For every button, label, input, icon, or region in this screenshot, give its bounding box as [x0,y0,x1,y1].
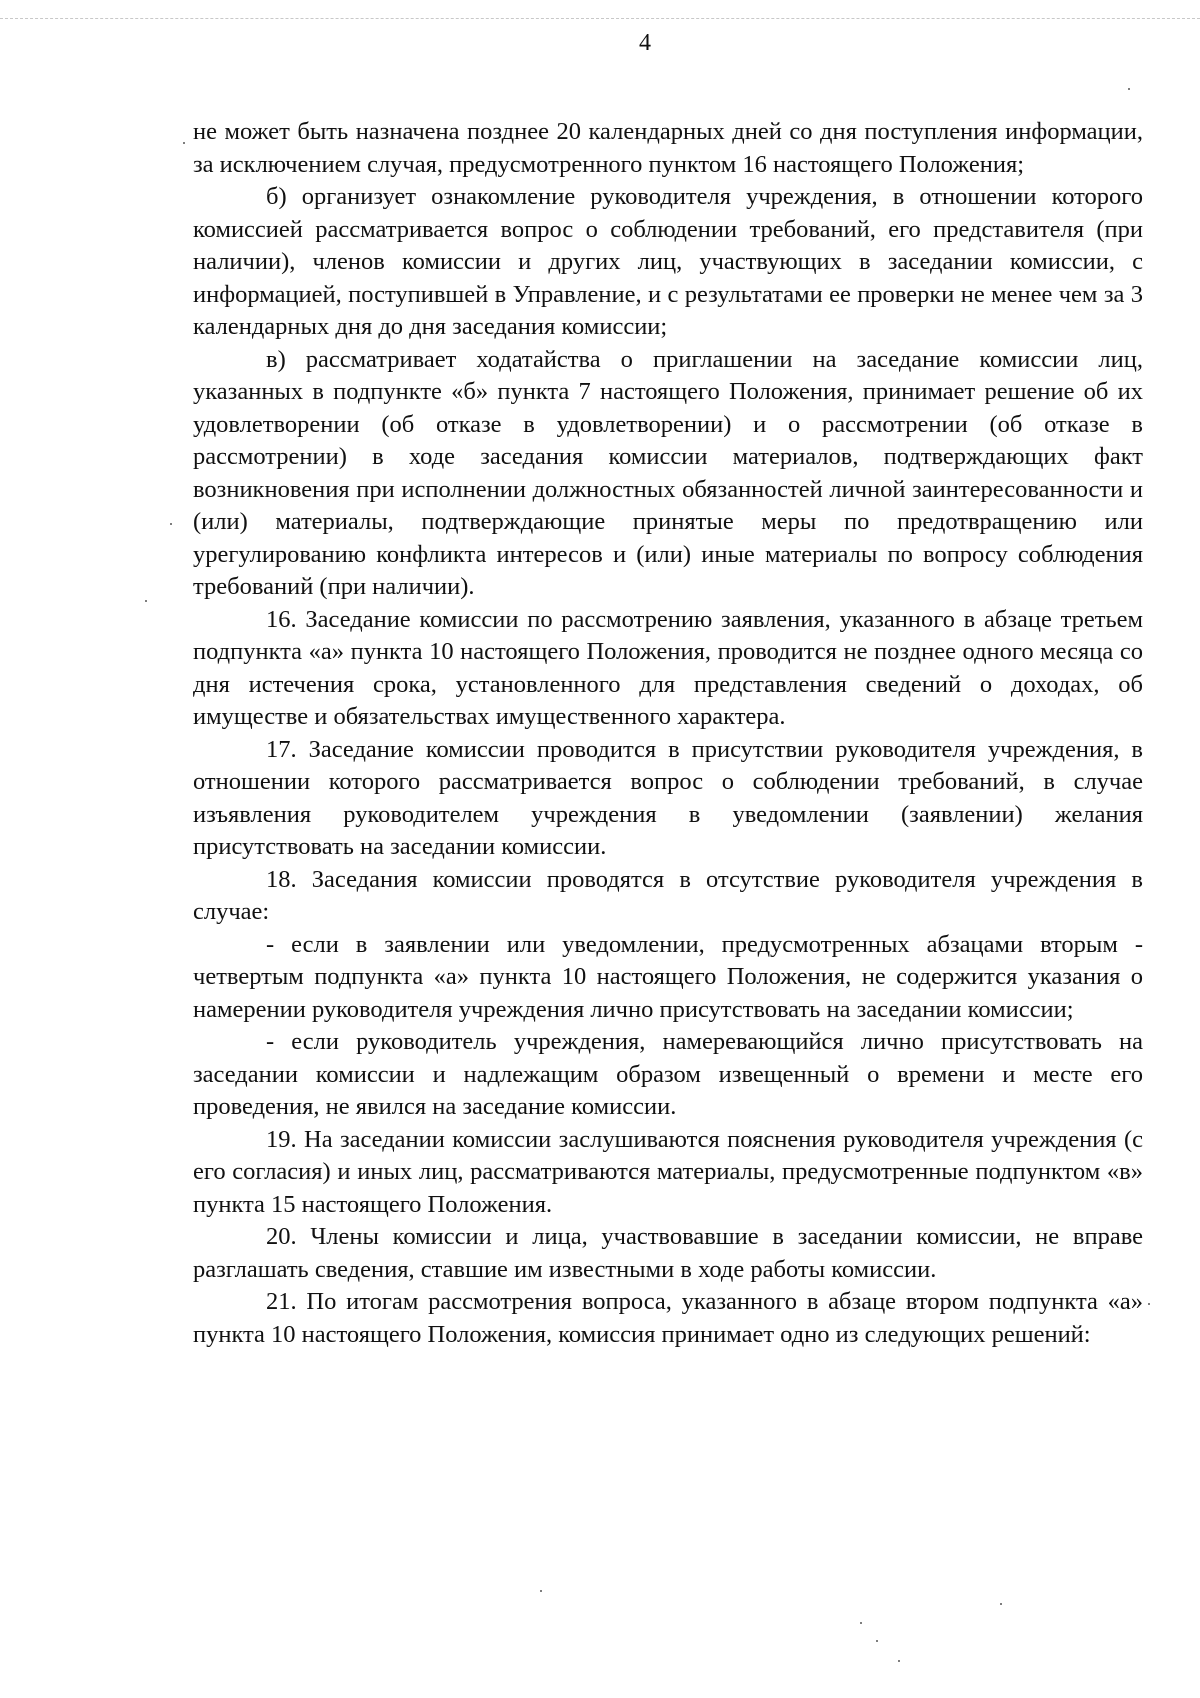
document-body [193,116,1143,1351]
paragraph-19: 19. На заседании комиссии заслушиваются пояснения руководителя учреждения (с его согласия) и иных лиц, рассматриваются материалы, предусмотренные подпунктом «в» пункта 15 настоящего Положения. [193,1125,1143,1218]
paragraph-17: 17. Заседание комиссии проводится в присутствии руководителя учреждения, в отношении которого рассматривается вопрос о соблюдении требований, в случае изъявления руководителем учреждения в уведомлении (заявлении) желания присутствовать на заседании комиссии. [193,735,1143,860]
paragraph-20: 20. Члены комиссии и лица, участвовавшие в заседании комиссии, не вправе разглашать сведения, ставшие им известными в ходе работы комиссии. [193,1223,1143,1283]
scan-edge-line [0,18,1200,19]
paragraph-16: 16. Заседание комиссии по рассмотрению заявления, указанного в абзаце третьем подпункта «а» пункта 10 настоящего Положения, проводится не позднее одного месяца со дня истечения срока, установленного для представления сведений о доходах, об имуществе и обязательствах имущественного характера. [193,605,1143,730]
paragraph-18-dash-2: - если руководитель учреждения, намеревающийся лично присутствовать на заседании комиссии и надлежащим образом извещенный о времени и месте его проведения, не явился на заседание комиссии. [193,1028,1143,1120]
paragraph-continuation: не может быть назначена позднее 20 календарных дней со дня поступления информации, за исключением случая, предусмотренного пунктом 16 настоящего Положения; [193,118,1143,178]
scan-speck [145,600,147,602]
paragraph-18: 18. Заседания комиссии проводятся в отсутствие руководителя учреждения в случае: [193,865,1143,925]
scan-speck [1148,1303,1150,1305]
scan-speck [898,1660,900,1662]
paragraph-item-v: в) рассматривает ходатайства о приглашении на заседание комиссии лиц, указанных в подпункте «б» пункта 7 настоящего Положения, принимает решение об их удовлетворении (об отказе в удовлетворении) и о рассмотрении (об отказе в рассмотрении) в ходе заседания комиссии материалов, подтверждающих факт возникновения при исполнении должностных обязанностей личной заинтересованности и (или) материалы, подтверждающие принятые меры по предотвращению или урегулированию конфликта интересов и (или) иные материалы по вопросу соблюдения требований (при наличии). [193,345,1143,600]
paragraph-21: 21. По итогам рассмотрения вопроса, указанного в абзаце втором подпункта «а» пункта 10 настоящего Положения, комиссия принимает одно из следующих решений: [193,1288,1143,1348]
paragraph-18-dash-1: - если в заявлении или уведомлении, предусмотренных абзацами вторым - четвертым подпункта «а» пункта 10 настоящего Положения, не содержится указания о намерении руководителя учреждения лично присутствовать на заседании комиссии; [193,930,1143,1023]
page-number: 4 [639,30,651,56]
scan-speck [1128,88,1130,90]
scan-speck [876,1640,878,1642]
scan-speck [183,142,185,144]
scan-speck [860,1622,862,1624]
paragraph-item-b: б) организует ознакомление руководителя учреждения, в отношении которого комиссией рассматривается вопрос о соблюдении требований, его представителя (при наличии), членов комиссии и других лиц, участвующих в заседании комиссии, с информацией, поступившей в Управление, и с результатами ее проверки не менее чем за 3 календарных дня до дня заседания комиссии; [193,183,1143,340]
scan-speck [170,523,172,525]
scan-speck [540,1590,542,1592]
scan-speck [1000,1603,1002,1605]
